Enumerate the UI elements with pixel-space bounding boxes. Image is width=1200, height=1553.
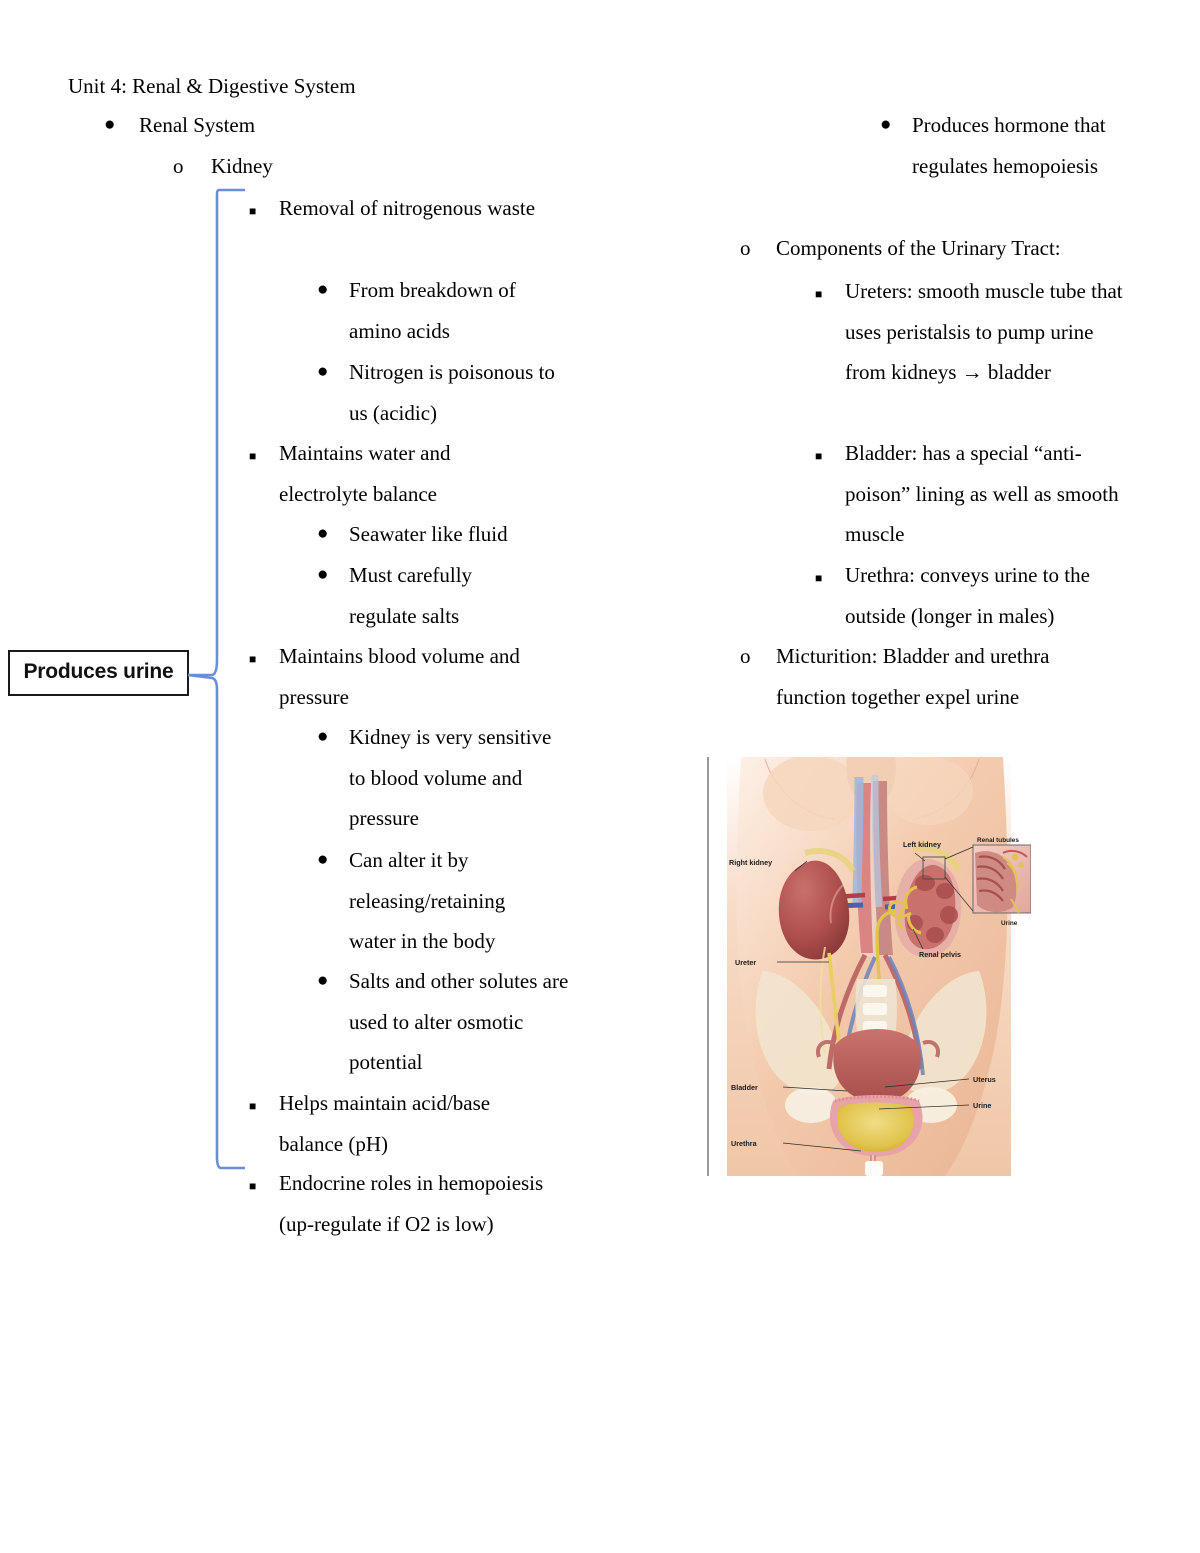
bullet-square-icon: ■ [249,449,257,463]
bullet-square-icon: ■ [249,204,257,218]
outline-item-kidney-sensitive-blood: Kidney is very sensitive to blood volume and pressure [349,725,557,830]
outline-item-acid-base-balance: Helps maintain acid/base balance (pH) [279,1091,496,1156]
bullet-disc-icon: ● [317,279,329,300]
outline-item-nitrogen-poisonous: Nitrogen is poisonous to us (acidic) [349,360,561,425]
callout-label: Produces urine [23,660,174,683]
urinary-tract-figure [707,757,1031,1176]
outline-item-endocrine-hemopoiesis: Endocrine roles in hemopoiesis (up-regulate if O2 is low) [279,1171,549,1236]
outline-item-kidney: Kidney [211,154,273,178]
bullet-disc-icon: ● [317,564,329,585]
bullet-disc-icon: ● [317,726,329,747]
figure-label-urethra: Urethra [731,1139,757,1148]
figure-label-renal-pelvis: Renal pelvis [919,950,961,959]
bullet-circle-icon: o [173,154,184,178]
outline-item-seawater-like-fluid: Seawater like fluid [349,522,508,546]
figure-label-bladder: Bladder [731,1083,758,1092]
outline-item-micturition: Micturition: Bladder and urethra function together expel urine [776,644,1055,709]
bullet-square-icon: ■ [815,287,823,301]
bullet-disc-icon: ● [317,849,329,870]
figure-label-ureter: Ureter [735,958,757,967]
outline-item-can-alter-releasing-retaining: Can alter it by releasing/retaining water in the body [349,848,511,953]
bracket-connector-icon [186,182,256,1177]
bullet-square-icon: ■ [249,1179,257,1193]
urinary-tract-illustration [707,757,1031,1176]
bullet-square-icon: ■ [815,449,823,463]
bullet-disc-icon: ● [317,970,329,991]
bullet-disc-icon: ● [104,114,116,135]
figure-left-border [707,757,709,1176]
bullet-circle-icon: o [740,236,751,260]
outline-item-removal-nitrogenous-waste: Removal of nitrogenous waste [279,196,536,220]
bullet-square-icon: ■ [815,571,823,585]
outline-item-maintains-water-electrolyte: Maintains water and electrolyte balance [279,441,456,506]
bullet-disc-icon: ● [880,114,892,135]
bullet-square-icon: ■ [249,1099,257,1113]
bullet-disc-icon: ● [317,361,329,382]
figure-label-renal-tubules: Renal tubules [977,837,1019,844]
bullet-square-icon: ■ [249,652,257,666]
figure-label-urine: Urine [973,1101,992,1110]
figure-label-left-kidney: Left kidney [903,840,941,849]
outline-item-urethra: Urethra: conveys urine to the outside (longer in males) [845,563,1096,628]
outline-item-maintains-blood-volume: Maintains blood volume and pressure [279,644,526,709]
bracket-connector [186,182,256,1177]
outline-item-ureters: Ureters: smooth muscle tube that uses peristalsis to pump urine from kidneys → bladder [845,279,1128,384]
outline-item-from-breakdown-amino-acids: From breakdown of amino acids [349,278,522,343]
outline-item-must-regulate-salts: Must carefully regulate salts [349,563,478,628]
page-title: Unit 4: Renal & Digestive System [68,74,356,98]
bullet-circle-icon: o [740,644,751,668]
callout-box-produces-urine[interactable] [8,650,189,696]
outline-item-bladder: Bladder: has a special “anti-poison” lining as well as smooth muscle [845,441,1124,546]
outline-item-components-urinary-tract: Components of the Urinary Tract: [776,236,1061,260]
figure-label-uterus: Uterus [973,1075,996,1084]
outline-item-renal-system: Renal System [139,113,256,137]
outline-item-produces-hormone-hemopoiesis: Produces hormone that regulates hemopoiesis [912,113,1111,178]
figure-label-right-kidney: Right kidney [729,858,773,867]
outline-item-salts-solutes-osmotic: Salts and other solutes are used to alter osmotic potential [349,969,574,1074]
figure-label-inset-urine: Urine [1001,920,1018,927]
bullet-disc-icon: ● [317,523,329,544]
